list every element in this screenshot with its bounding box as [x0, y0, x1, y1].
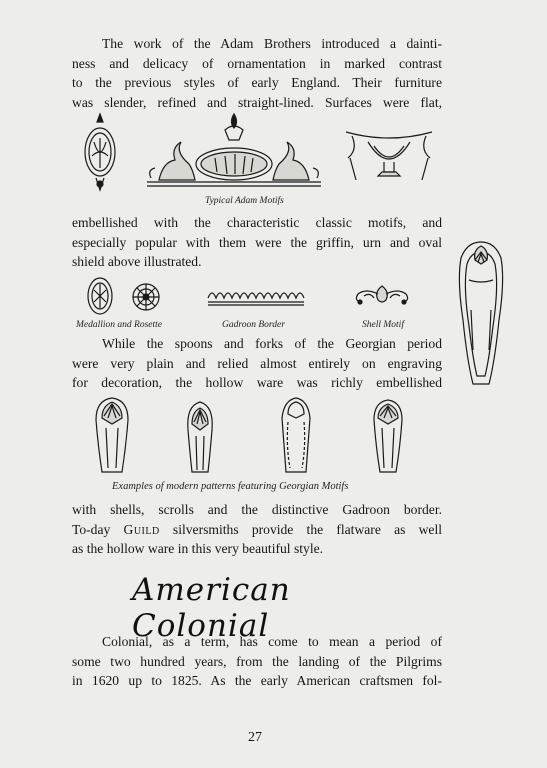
- gadroon-border-icon: [206, 284, 306, 306]
- text-line: in 1620 up to 1825. As the early American craftsmen fol-: [72, 673, 442, 689]
- text-line: Colonial, as a term, has come to mean a period of: [102, 634, 442, 649]
- section-heading: American Colonial: [132, 572, 291, 644]
- spoon-handle-icon: [92, 396, 132, 474]
- text-line: especially popular with them were the griffin, urn and oval: [72, 234, 442, 250]
- text-line: with shells, scrolls and the distinctive Gadroon border.: [72, 502, 442, 517]
- paragraph-guild-silversmiths: [72, 500, 442, 559]
- text-fragment: To-day: [72, 521, 124, 537]
- medallion-icon: [80, 112, 120, 192]
- text-line: The work of the Adam Brothers introduced a dainti-: [102, 36, 442, 51]
- text-line: embellished with the characteristic classic motifs, and: [72, 215, 442, 230]
- paragraph-colonial: [72, 632, 442, 691]
- shell-motif-icon: [352, 282, 412, 308]
- oval-medallion-icon: [86, 276, 114, 316]
- spoon-handle-icon: [278, 396, 314, 474]
- caption-adam-motifs: Typical Adam Motifs: [205, 196, 284, 206]
- text-line: some two hundred years, from the landing of the Pilgrims: [72, 653, 442, 669]
- caption-gadroon-border: Gadroon Border: [222, 320, 285, 330]
- caption-georgian-patterns: Examples of modern patterns featuring Georgian Motifs: [112, 481, 349, 492]
- spoon-handle-icon: [370, 398, 406, 474]
- text-line: shield above illustrated.: [72, 254, 202, 270]
- paragraph-classic-motifs: [72, 213, 442, 272]
- text-line: to the previous styles of early England. Their furniture: [72, 75, 442, 91]
- text-fragment: silversmiths provide the flatware as well: [159, 521, 442, 537]
- caption-medallion-rosette: Medallion and Rosette: [76, 320, 163, 330]
- text-line: for decoration, the hollow ware was richly embellished: [72, 375, 442, 391]
- paragraph-georgian-period: [72, 334, 442, 393]
- urn-icon: [344, 128, 434, 184]
- brand-guild: Guild: [123, 521, 160, 537]
- spoon-handle-icon: [184, 400, 216, 474]
- rosette-icon: [131, 282, 161, 312]
- spoon-handle-icon: [455, 240, 507, 386]
- caption-shell-motif: Shell Motif: [362, 320, 404, 330]
- text-line: While the spoons and forks of the Georgian period: [102, 336, 442, 351]
- text-line: was slender, refined and straight-lined. Surfaces were flat,: [72, 94, 442, 110]
- text-line: [72, 520, 442, 540]
- griffin-panel-icon: [145, 112, 323, 190]
- text-line: ness and delicacy of ornamentation in marked contrast: [72, 55, 442, 71]
- text-line: were very plain and relied almost entirely on engraving: [72, 355, 442, 371]
- page-number: 27: [248, 730, 262, 745]
- paragraph-adam-brothers: [72, 34, 442, 112]
- text-line: as the hollow ware in this very beautiful style.: [72, 541, 324, 557]
